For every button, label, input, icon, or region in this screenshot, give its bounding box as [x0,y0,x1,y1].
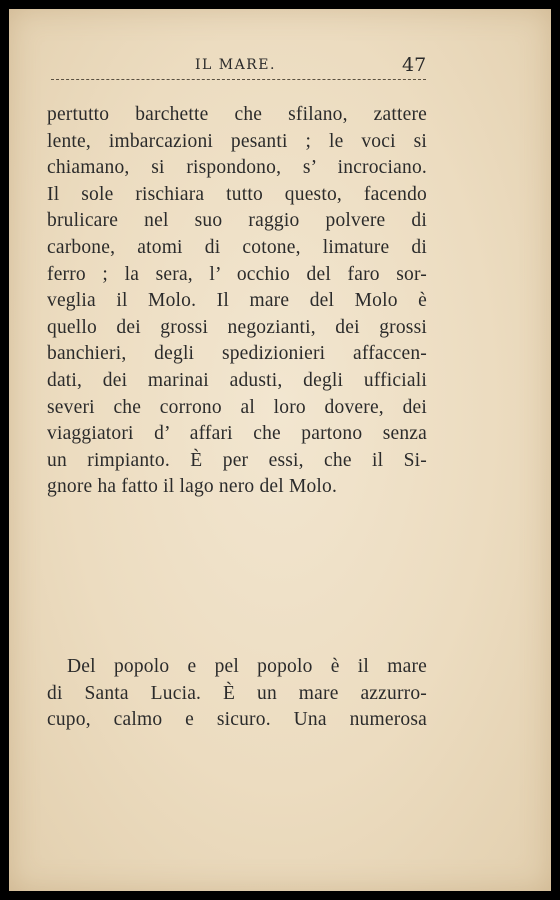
text-line: quello dei grossi negozianti, dei grossi [47,316,427,338]
text-line: banchieri, degli spedizionieri affaccen- [47,343,427,365]
text-line: un rimpianto. È per essi, che il Si- [47,449,427,471]
header-rule [51,79,426,80]
text-line: di Santa Lucia. È un mare azzurro- [47,682,427,704]
text-line: gnore ha fatto il lago nero del Molo. [47,476,338,498]
text-line: viaggiatori d’ affari che partono senza [47,423,427,445]
page-number: 47 [402,54,427,76]
page-header [9,54,551,79]
paragraph-2 [47,654,427,734]
book-page [9,9,551,891]
text-line: Del popolo e pel popolo è il mare [67,656,427,677]
text-line: ferro ; la sera, l’ occhio del faro sor- [47,263,427,285]
text-line: veglia il Molo. Il mare del Molo è [47,290,427,312]
text-line: carbone, atomi di cotone, limature di [47,236,427,258]
text-line: dati, dei marinai adusti, degli ufficiali [47,369,427,391]
text-line: Il sole rischiara tutto questo, facendo [47,183,427,205]
text-line: pertutto barchette che sfilano, zattere [47,104,427,125]
text-line: cupo, calmo e sicuro. Una numerosa [47,709,427,731]
paragraph-1 [47,102,427,501]
text-line: chiamano, si rispondono, s’ incrociano. [47,157,427,179]
text-line: lente, imbarcazioni pesanti ; le voci si [47,130,427,152]
text-line: severi che corrono al loro dovere, dei [47,396,427,418]
text-line: brulicare nel suo raggio polvere di [47,210,427,232]
running-title: IL MARE. [195,57,276,73]
